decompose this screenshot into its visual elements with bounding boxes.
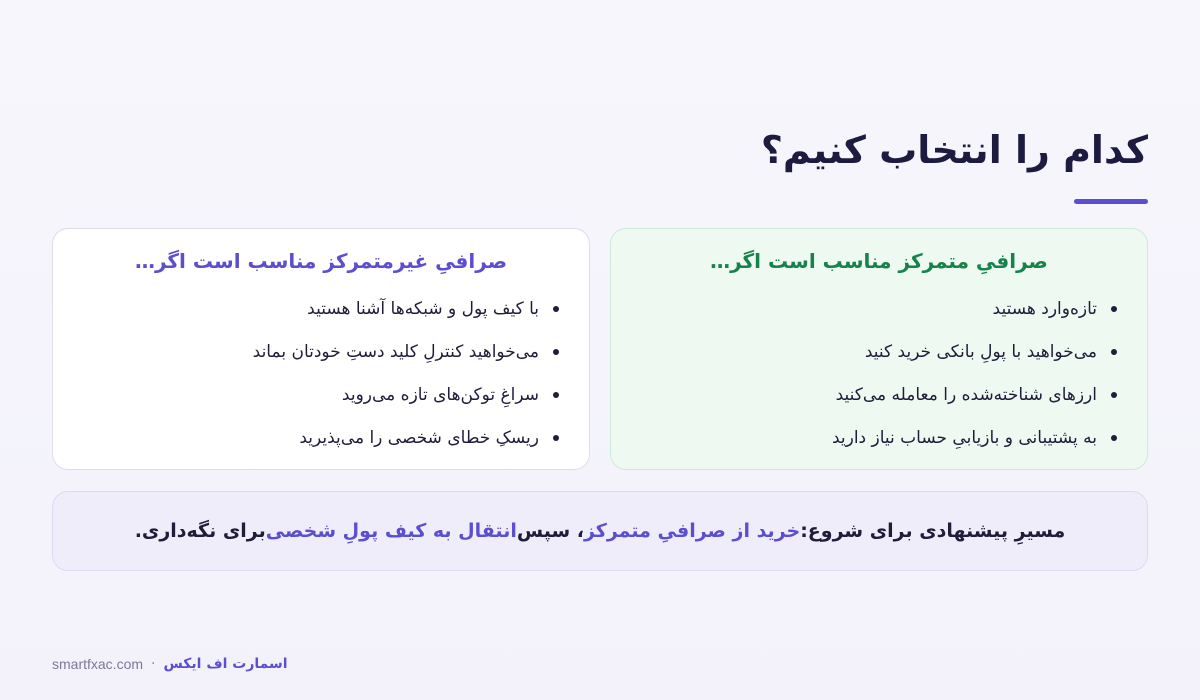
decentralized-criteria-list — [83, 287, 559, 459]
centralized-exchange-card — [610, 228, 1148, 470]
list-item-text: می‌خواهید با پولِ بانکی خرید کنید — [864, 341, 1097, 362]
bullet-dot — [1111, 392, 1117, 398]
recommendation-highlight-transfer: انتقال به کیف پولِ شخصی — [265, 520, 517, 542]
bullet-dot — [1111, 349, 1117, 355]
list-item — [641, 330, 1117, 373]
page-title: کدام را انتخاب کنیم؟ — [760, 128, 1148, 172]
footer-separator: · — [151, 656, 156, 672]
list-item-text: می‌خواهید کنترلِ کلید دستِ خودتان بماند — [252, 341, 539, 362]
bullet-dot — [1111, 435, 1117, 441]
list-item — [641, 373, 1117, 416]
recommendation-banner — [52, 491, 1148, 571]
recommendation-suffix: برای نگه‌داری. — [134, 520, 266, 542]
decentralized-card-heading: صرافیِ غیرمتمرکز مناسب است اگر… — [134, 249, 508, 273]
bullet-dot — [553, 306, 559, 312]
recommendation-highlight-buy: خرید از صرافیِ متمرکز — [583, 520, 801, 542]
list-item-text: ارزهای شناخته‌شده را معامله می‌کنید — [835, 384, 1097, 405]
decentralized-exchange-card — [52, 228, 590, 470]
list-item — [641, 416, 1117, 459]
list-item — [641, 287, 1117, 330]
list-item-text: به پشتیبانی و بازیابیِ حساب نیاز دارید — [831, 427, 1097, 448]
centralized-criteria-list — [641, 287, 1117, 459]
centralized-card-heading: صرافیِ متمرکز مناسب است اگر… — [710, 249, 1048, 273]
recommendation-middle: ، سپس — [516, 520, 584, 542]
list-item — [83, 330, 559, 373]
recommendation-prefix: مسیرِ پیشنهادی برای شروع: — [800, 520, 1066, 542]
footer — [52, 656, 288, 672]
list-item-text: با کیف پول و شبکه‌ها آشنا هستید — [307, 298, 539, 319]
bullet-dot — [553, 349, 559, 355]
bullet-dot — [553, 392, 559, 398]
list-item-text: ریسکِ خطای شخصی را می‌پذیرید — [299, 427, 539, 448]
bullet-dot — [553, 435, 559, 441]
list-item — [83, 287, 559, 330]
list-item — [83, 373, 559, 416]
brand-name: اسمارت اف ایکس — [163, 656, 288, 672]
bullet-dot — [1111, 306, 1117, 312]
list-item — [83, 416, 559, 459]
list-item-text: تازه‌وارد هستید — [992, 298, 1097, 319]
website-link[interactable]: smartfxac.com — [52, 656, 144, 672]
title-underline — [1074, 199, 1148, 204]
list-item-text: سراغِ توکن‌های تازه می‌روید — [341, 384, 539, 405]
